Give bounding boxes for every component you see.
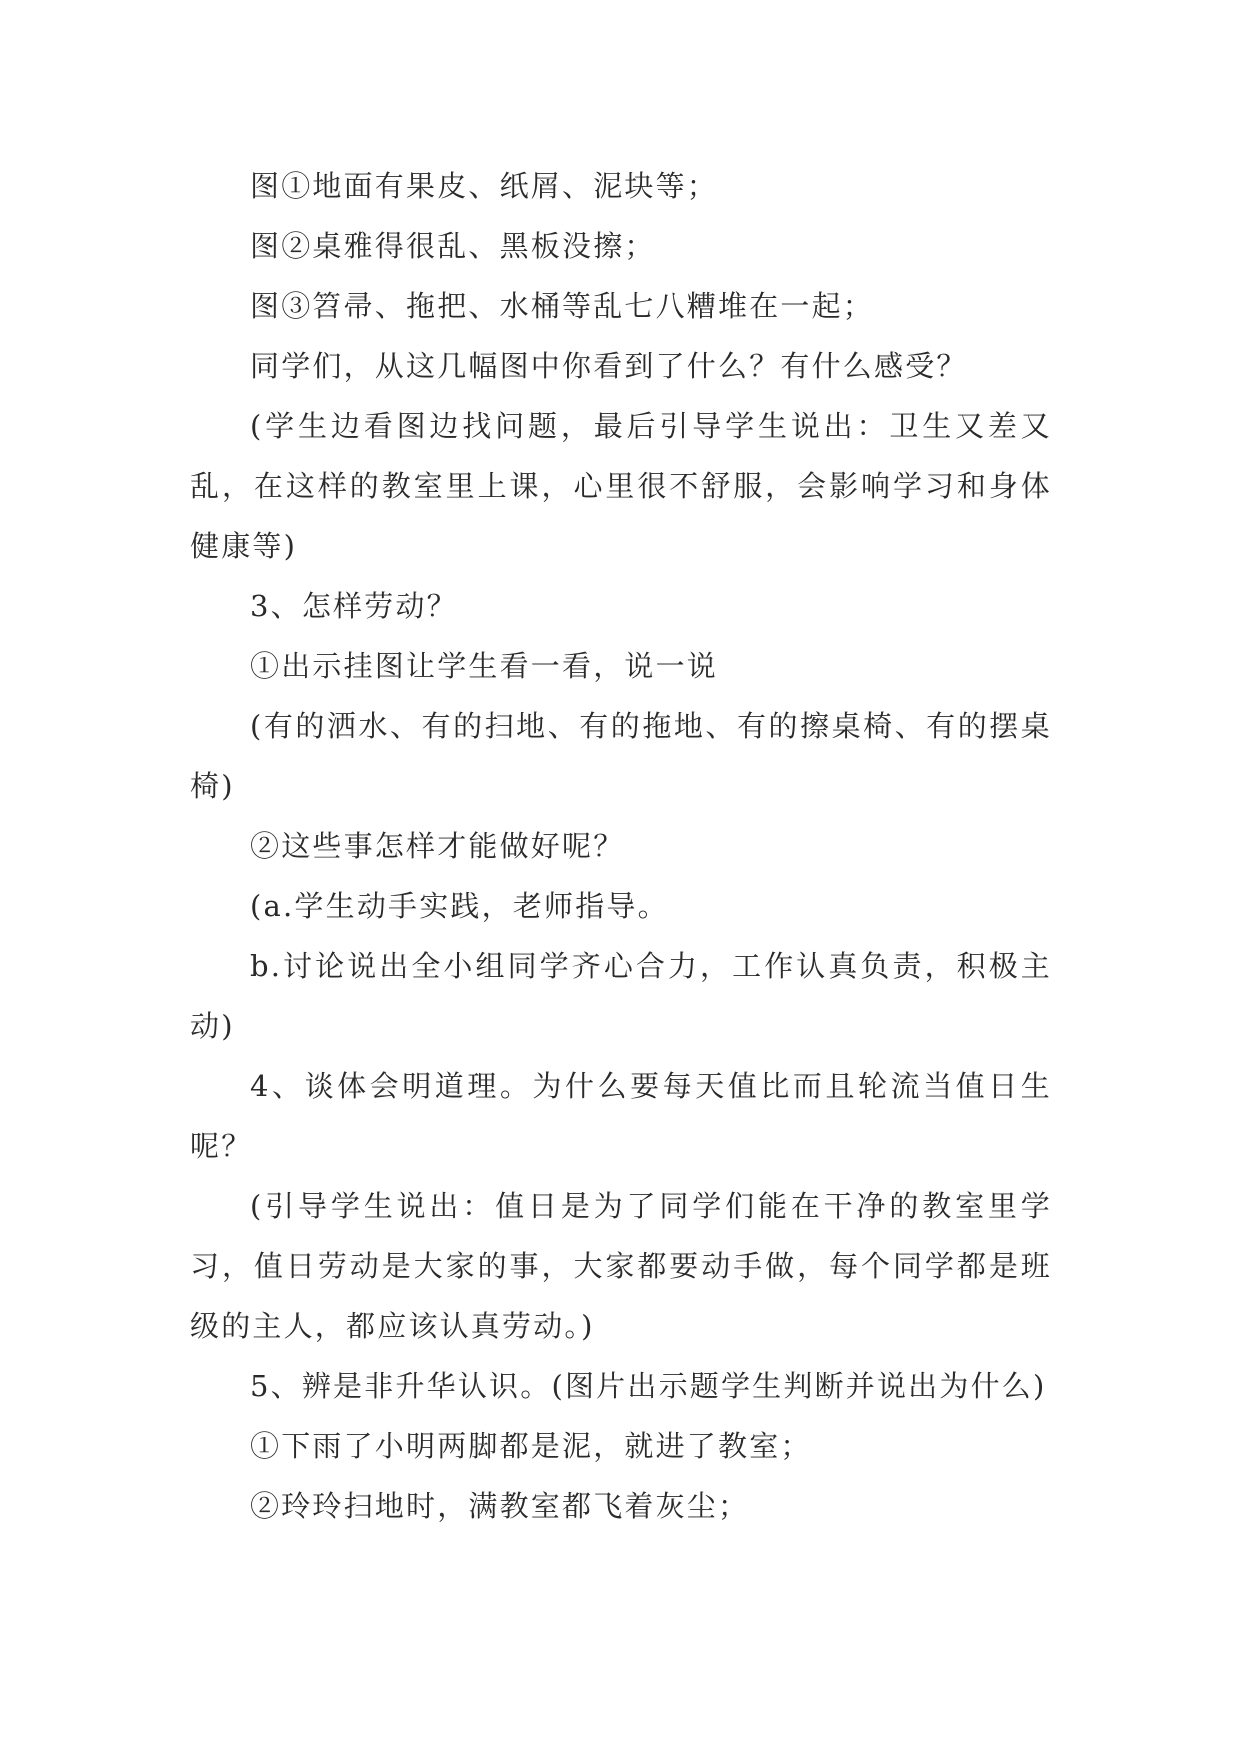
paragraph-10: (a.学生动手实践，老师指导。 bbox=[250, 889, 669, 923]
paragraph-3: 图③笤帚、拖把、水桶等乱七八糟堆在一起； bbox=[250, 289, 875, 323]
paragraph-15: ①下雨了小明两脚都是泥，就进了教室； bbox=[250, 1429, 812, 1463]
paragraph-7: ①出示挂图让学生看一看，说一说 bbox=[250, 649, 719, 683]
paragraph-2: 图②桌雅得很乱、黑板没擦； bbox=[250, 229, 656, 263]
paragraph-14: 5、辨是非升华认识。(图片出示题学生判断并说出为什么) bbox=[250, 1369, 1047, 1403]
paragraph-13: (引导学生说出：值日是为了同学们能在干净的教室里学习，值日劳动是大家的事，大家都要动手做，每个同学都是班级的主人，都应该认真劳动。) bbox=[190, 1189, 1052, 1343]
document-body bbox=[190, 156, 1052, 1536]
paragraph-9: ②这些事怎样才能做好呢？ bbox=[250, 829, 625, 863]
paragraph-6: 3、怎样劳动？ bbox=[250, 589, 458, 623]
paragraph-4: 同学们，从这几幅图中你看到了什么？有什么感受？ bbox=[250, 349, 968, 383]
paragraph-16: ②玲玲扫地时，满教室都飞着灰尘； bbox=[250, 1489, 750, 1523]
paragraph-12: 4、谈体会明道理。为什么要每天值比而且轮流当值日生呢？ bbox=[190, 1069, 1052, 1163]
paragraph-8: (有的洒水、有的扫地、有的拖地、有的擦桌椅、有的摆桌椅) bbox=[190, 709, 1052, 803]
paragraph-5: (学生边看图边找问题，最后引导学生说出：卫生又差又乱，在这样的教室里上课，心里很不舒服，会影响学习和身体健康等) bbox=[190, 409, 1052, 563]
paragraph-11: b.讨论说出全小组同学齐心合力，工作认真负责，积极主动) bbox=[190, 949, 1052, 1043]
paragraph-1: 图①地面有果皮、纸屑、泥块等； bbox=[250, 169, 719, 203]
